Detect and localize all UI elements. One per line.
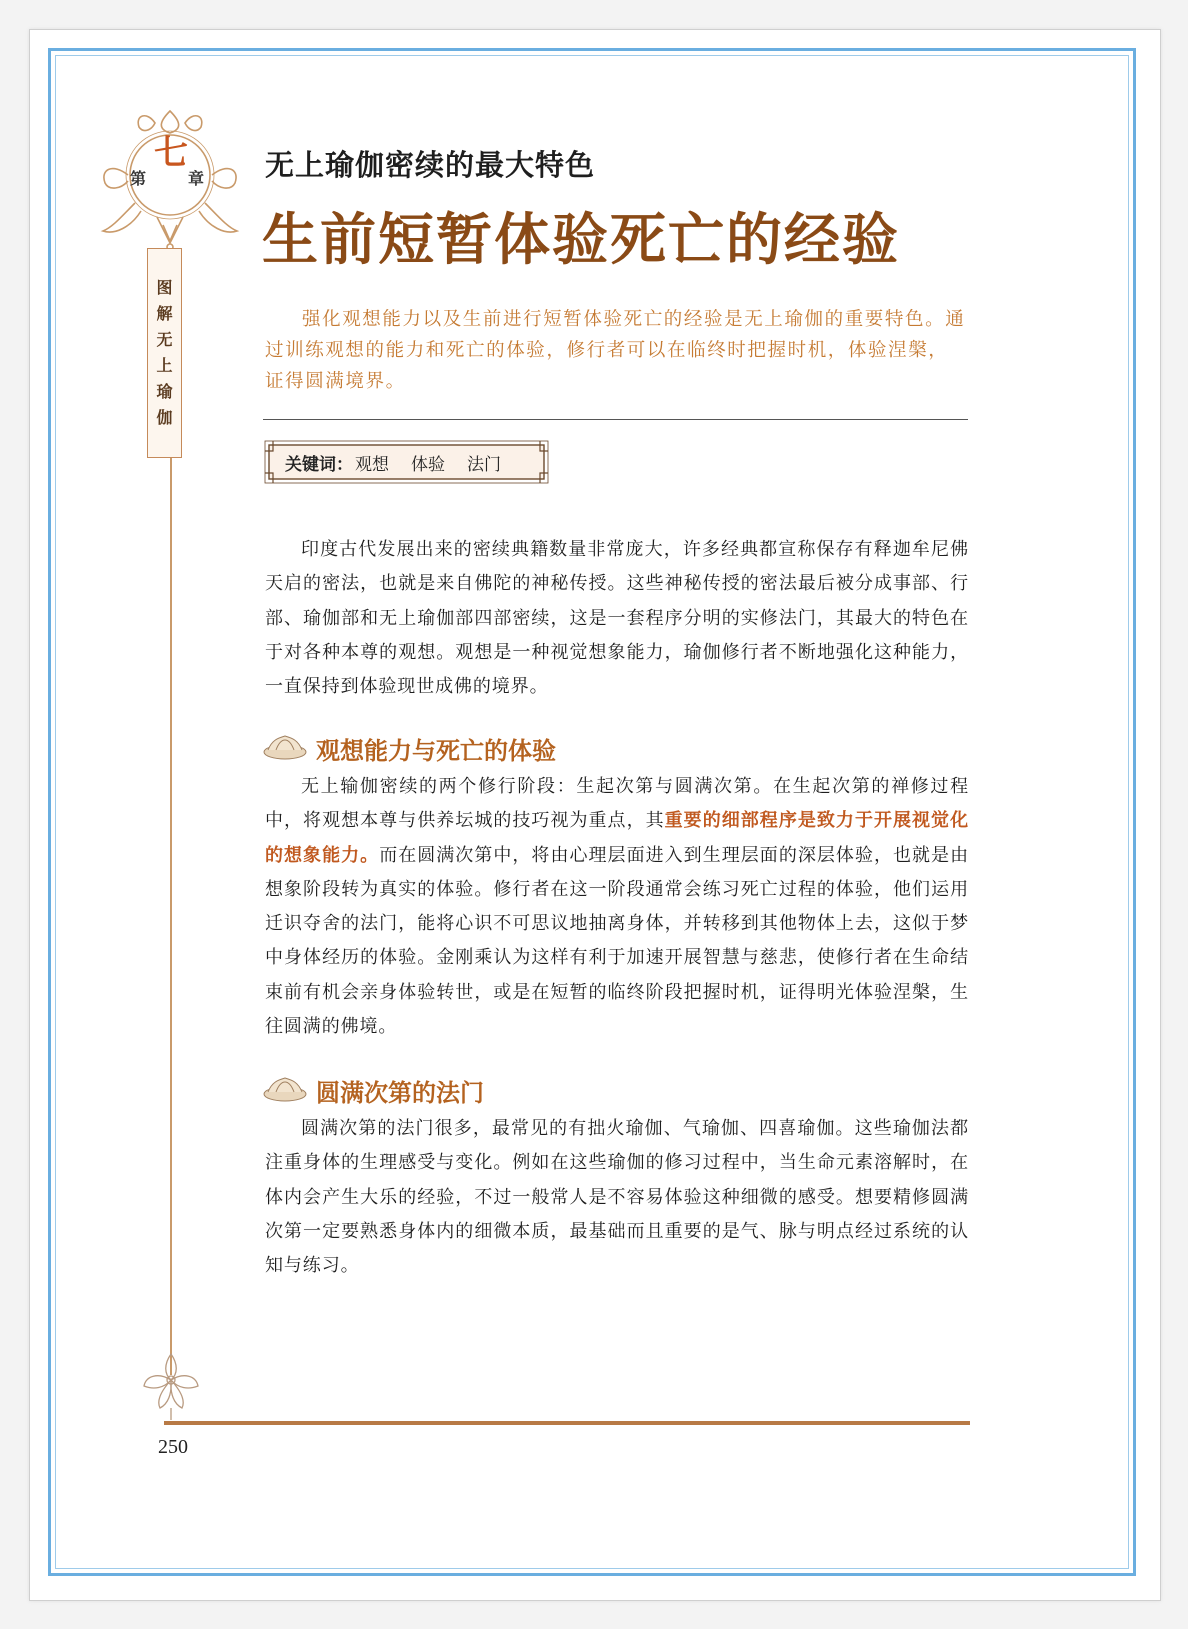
page-title: 生前短暂体验死亡的经验 (262, 207, 900, 273)
chapter-number: 七 (154, 133, 188, 173)
lotus-bullet-icon (262, 1074, 308, 1104)
intro-summary: 强化观想能力以及生前进行短暂体验死亡的经验是无上瑜伽的重要特色。通过训练观想的能力和死亡的体验，修行者可以在临终时把握时机，体验涅槃，证得圆满境界。 (265, 309, 966, 392)
page-subtitle: 无上瑜伽密续的最大特色 (265, 148, 596, 182)
page-number: 250 (158, 1436, 188, 1458)
side-tab (147, 248, 182, 458)
margin-vertical-rule (170, 455, 172, 1375)
body-paragraph-2 (265, 770, 969, 1044)
keyword-item: 体验 (411, 455, 445, 475)
flower-ornament-icon (138, 1350, 204, 1422)
section-divider (263, 419, 968, 420)
highlighted-text: 重要的细部程序是致力于开展视觉化的想象能力。 (265, 810, 969, 866)
paragraph-text: 无上输伽密续的两个修行阶段：生起次第与圆满次第。在生起次第的禅修过程中，将观想本尊与供养坛城的技巧视为重点，其 (265, 776, 969, 832)
body-paragraph-1: 印度古代发展出来的密续典籍数量非常庞大，许多经典都宣称保存有释迦牟尼佛天启的密法，也就是来自佛陀的神秘传授。这些神秘传授的密法最后被分成事部、行部、瑜伽部和无上瑜伽部四部密续，这是一套程序分明的实修法门，其最大的特色在于对各种本尊的观想。观想是一种视觉想象能力，瑜伽修行者不断地强化这种能力，一直保持到体验现世成佛的境界。 (265, 539, 969, 698)
section-heading-2: 圆满次第的法门 (316, 1079, 484, 1107)
side-tab-label: 图 解 无 上 瑜 伽 (156, 278, 173, 427)
footer-rule (164, 1421, 970, 1425)
chapter-suffix: 章 (188, 169, 205, 188)
keywords-line (285, 450, 521, 475)
keywords-label: 关键词： (285, 455, 353, 475)
section-heading-1: 观想能力与死亡的体验 (316, 737, 556, 765)
keyword-item: 观想 (355, 455, 389, 475)
chapter-prefix: 第 (130, 169, 147, 188)
keyword-item: 法门 (467, 455, 501, 475)
lotus-bullet-icon (262, 732, 308, 762)
paragraph-text: 而在圆满次第中，将由心理层面进入到生理层面的深层体验，也就是由想象阶段转为真实的体验。修行者在这一阶段通常会练习死亡过程的体验，他们运用迁识夺舍的法门，能将心识不可思议地抽离身体，并转移到其他物体上去，这似于梦中身体经历的体验。金刚乘认为这样有利于加速开展智慧与慈悲，使修行者在生命结束前有机会亲身体验转世，或是在短暂的临终阶段把握时机，证得明光体验涅槃，生往圆满的佛境。 (265, 844, 969, 1038)
chapter-emblem-ornament-icon (95, 103, 245, 253)
body-paragraph-3: 圆满次第的法门很多，最常见的有拙火瑜伽、气瑜伽、四喜瑜伽。这些瑜伽法都注重身体的生理感受与变化。例如在这些瑜伽的修习过程中，当生命元素溶解时，在体内会产生大乐的经验，不过一般常人是不容易体验这种细微的感受。想要精修圆满次第一定要熟悉身体内的细微本质，最基础而且重要的是气、脉与明点经过系统的认知与练习。 (265, 1118, 969, 1277)
